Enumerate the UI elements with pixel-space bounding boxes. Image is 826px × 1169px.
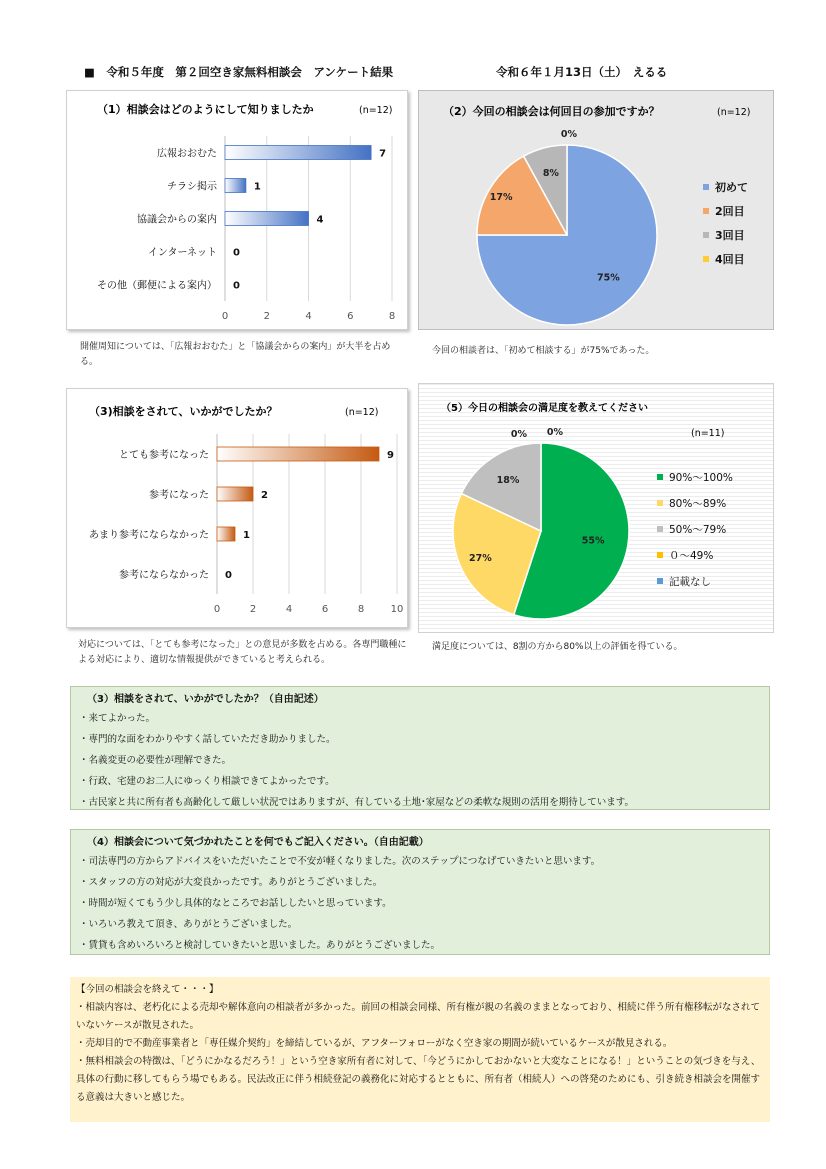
list-item: ・古民家と共に所有者も高齢化して厳しい状況ではありますが、有している土地･家屋などの柔軟な規則の活用を期待しています。 [79,797,634,808]
x-tick-label: 6 [321,604,329,615]
chart-n: (n=12) [359,105,393,116]
category-label: 参考にならなかった [119,570,209,581]
category-label: チラシ掲示 [167,181,217,193]
x-tick-label: 4 [285,604,293,615]
data-label: 55% [581,535,605,547]
data-label: 75% [596,272,620,284]
chart-title: （2）今回の相談会は何回目の参加ですか？ [443,105,660,118]
category-label: 協議会からの案内 [137,214,217,226]
data-label: 0% [560,129,578,140]
legend-swatch [703,208,709,214]
x-tick-label: 4 [305,311,312,322]
category-label: 広報おおむた [157,148,217,160]
list-item: ・スタッフの方の対応が大変良かったです。ありがとうございました。 [79,877,383,888]
chart-satisfaction [418,383,774,633]
chart1-note: 開催周知については、「広報おおむた」と「協議会からの案内」が大半を占める。 [80,342,391,367]
chart4-note: 満足度については、8割の方から80%以上の評価を得ている。 [432,642,683,652]
chart-n: (n=11) [691,428,725,439]
chart-participation [418,90,774,330]
data-label: 7 [379,148,387,160]
data-label: 0 [233,247,240,259]
legend-label: 4回目 [715,253,745,266]
chart-n: (n=12) [717,107,751,118]
legend-label: 2回目 [715,205,745,218]
bar [225,146,371,160]
bar [225,179,246,193]
data-label: 8% [542,168,559,180]
chart-title: （3)相談をされて、いかがでしたか？ [89,405,278,418]
bar [217,447,379,461]
summary-item: ・無料相談会の特徴は、「どうにかなるだろう！」という空き家所有者に対して、「今どうにかしておかないと大変なことになる！」ということの気づきを与え、具体の行動に移してもらう場でもある。民法改正に伴う相続登記の義務化に対応するとともに、所有者（相続人）への啓発のためにも、引き続き相談会を開催する意義は大きいと感じた。 [76,1056,761,1103]
legend-swatch [703,184,709,190]
category-label: その他（郵便による案内） [97,280,217,292]
section-title: （3）相談をされて、いかがでしたか？（自由記述） [87,694,324,705]
free-comments-feedback [70,829,770,955]
bar [225,212,309,226]
legend-label: 50%～79% [669,524,727,536]
event-date: 令和６年１月13日（土） えるる [496,65,668,79]
list-item: ・いろいろ教えて頂き、ありがとうございました。 [79,919,298,930]
section-title: （4）相談会について気づかれたことを何でもご記入ください。（自由記載） [87,837,429,848]
awareness-bar-chart [67,91,409,331]
x-tick-label: 2 [249,604,257,615]
chart-awareness [66,90,408,330]
data-label: 0 [233,280,240,292]
data-label: 0% [510,429,528,440]
legend-label: 記載なし [669,576,711,588]
x-tick-label: 0 [213,604,221,615]
list-item: ・時間が短くてもう少し具体的なところでお話ししたいと思っています。 [79,898,392,909]
summary-title: 【今回の相談会を終えて・・・】 [76,984,219,995]
legend-swatch [703,232,709,238]
legend-label: 3回目 [715,229,745,242]
data-label: 2 [261,490,268,501]
list-item: ・名義変更の必要性が理解できた。 [79,755,232,766]
list-item: ・行政、宅建のお二人にゆっくり相談できてよかったです。 [79,776,335,787]
x-tick-label: 0 [221,311,229,322]
category-label: 参考になった [149,490,209,501]
summary-item: ・相談内容は、老朽化による売却や解体意向の相談者が多かった。前回の相談会同様、所有権が親の名義のままとなっており、相続に伴う所有権移転がなされていないケースが散見された。 [76,1002,761,1031]
summary-box [70,977,770,1122]
legend-swatch [657,474,663,480]
chart-usefulness [66,388,408,628]
bar [217,487,253,501]
data-label: 9 [387,450,394,461]
category-label: とても参考になった [119,450,209,461]
free-comments-usefulness [70,686,770,810]
data-label: 1 [243,530,250,541]
page-header [84,64,724,82]
list-item: ・来てよかった。 [79,713,156,724]
data-label: 1 [253,181,261,193]
satisfaction-pie-chart [419,384,775,634]
legend-label: 90%～100% [669,472,733,484]
legend-label: ０～49% [669,550,714,562]
chart3-note: 対応については、「とても参考になった」との意見が多数を占める。各専門職種による対応により、適切な情報提供ができていると考えられる。 [78,640,407,665]
data-label: 4 [316,214,324,226]
x-tick-label: 6 [347,311,354,322]
legend-swatch [703,256,709,262]
legend-swatch [657,526,663,532]
chart2-note: 今回の相談者は、「初めて相談する」が75%であった。 [432,346,655,356]
x-tick-label: 8 [388,311,396,322]
list-item: ・司法専門の方からアドバイスをいただいたことで不安が軽くなりました。次のステップにつなげていきたいと思います。 [79,856,601,867]
summary-item: ・売却目的で不動産事業者と「専任媒介契約」を締結しているが、アフターフォローがなく空き家の期間が続いているケースが散見される。 [76,1038,673,1049]
legend-swatch [657,552,663,558]
participation-pie-chart [419,91,775,331]
category-label: インターネット [147,247,217,259]
category-label: あまり参考にならなかった [89,530,209,541]
chart-title: （5）今日の相談会の満足度を教えてください [441,403,648,414]
x-tick-label: 2 [263,311,270,322]
x-tick-label: 8 [357,604,365,615]
legend-swatch [657,500,663,506]
data-label: 27% [469,553,492,565]
chart-n: (n=12) [345,407,379,418]
legend-label: 80%～89% [669,498,727,510]
data-label: 0 [225,570,232,581]
chart-title: （1）相談会はどのようにして知りましたか [97,103,314,116]
x-tick-label: 10 [390,604,404,615]
list-item: ・専門的な面をわかりやすく話していただき助かりました。 [79,734,336,745]
bar [217,527,235,541]
usefulness-bar-chart [67,389,409,629]
list-item: ・賃貸も含めいろいろと検討していきたいと思いました。ありがとうございました。 [79,940,441,951]
data-label: 0% [546,427,564,438]
legend-swatch [657,578,663,584]
page-title: ■ 令和５年度 第２回空き家無料相談会 アンケート結果 [84,65,394,79]
data-label: 18% [496,474,520,486]
legend-label: 初めて [715,181,748,194]
data-label: 17% [489,192,513,204]
